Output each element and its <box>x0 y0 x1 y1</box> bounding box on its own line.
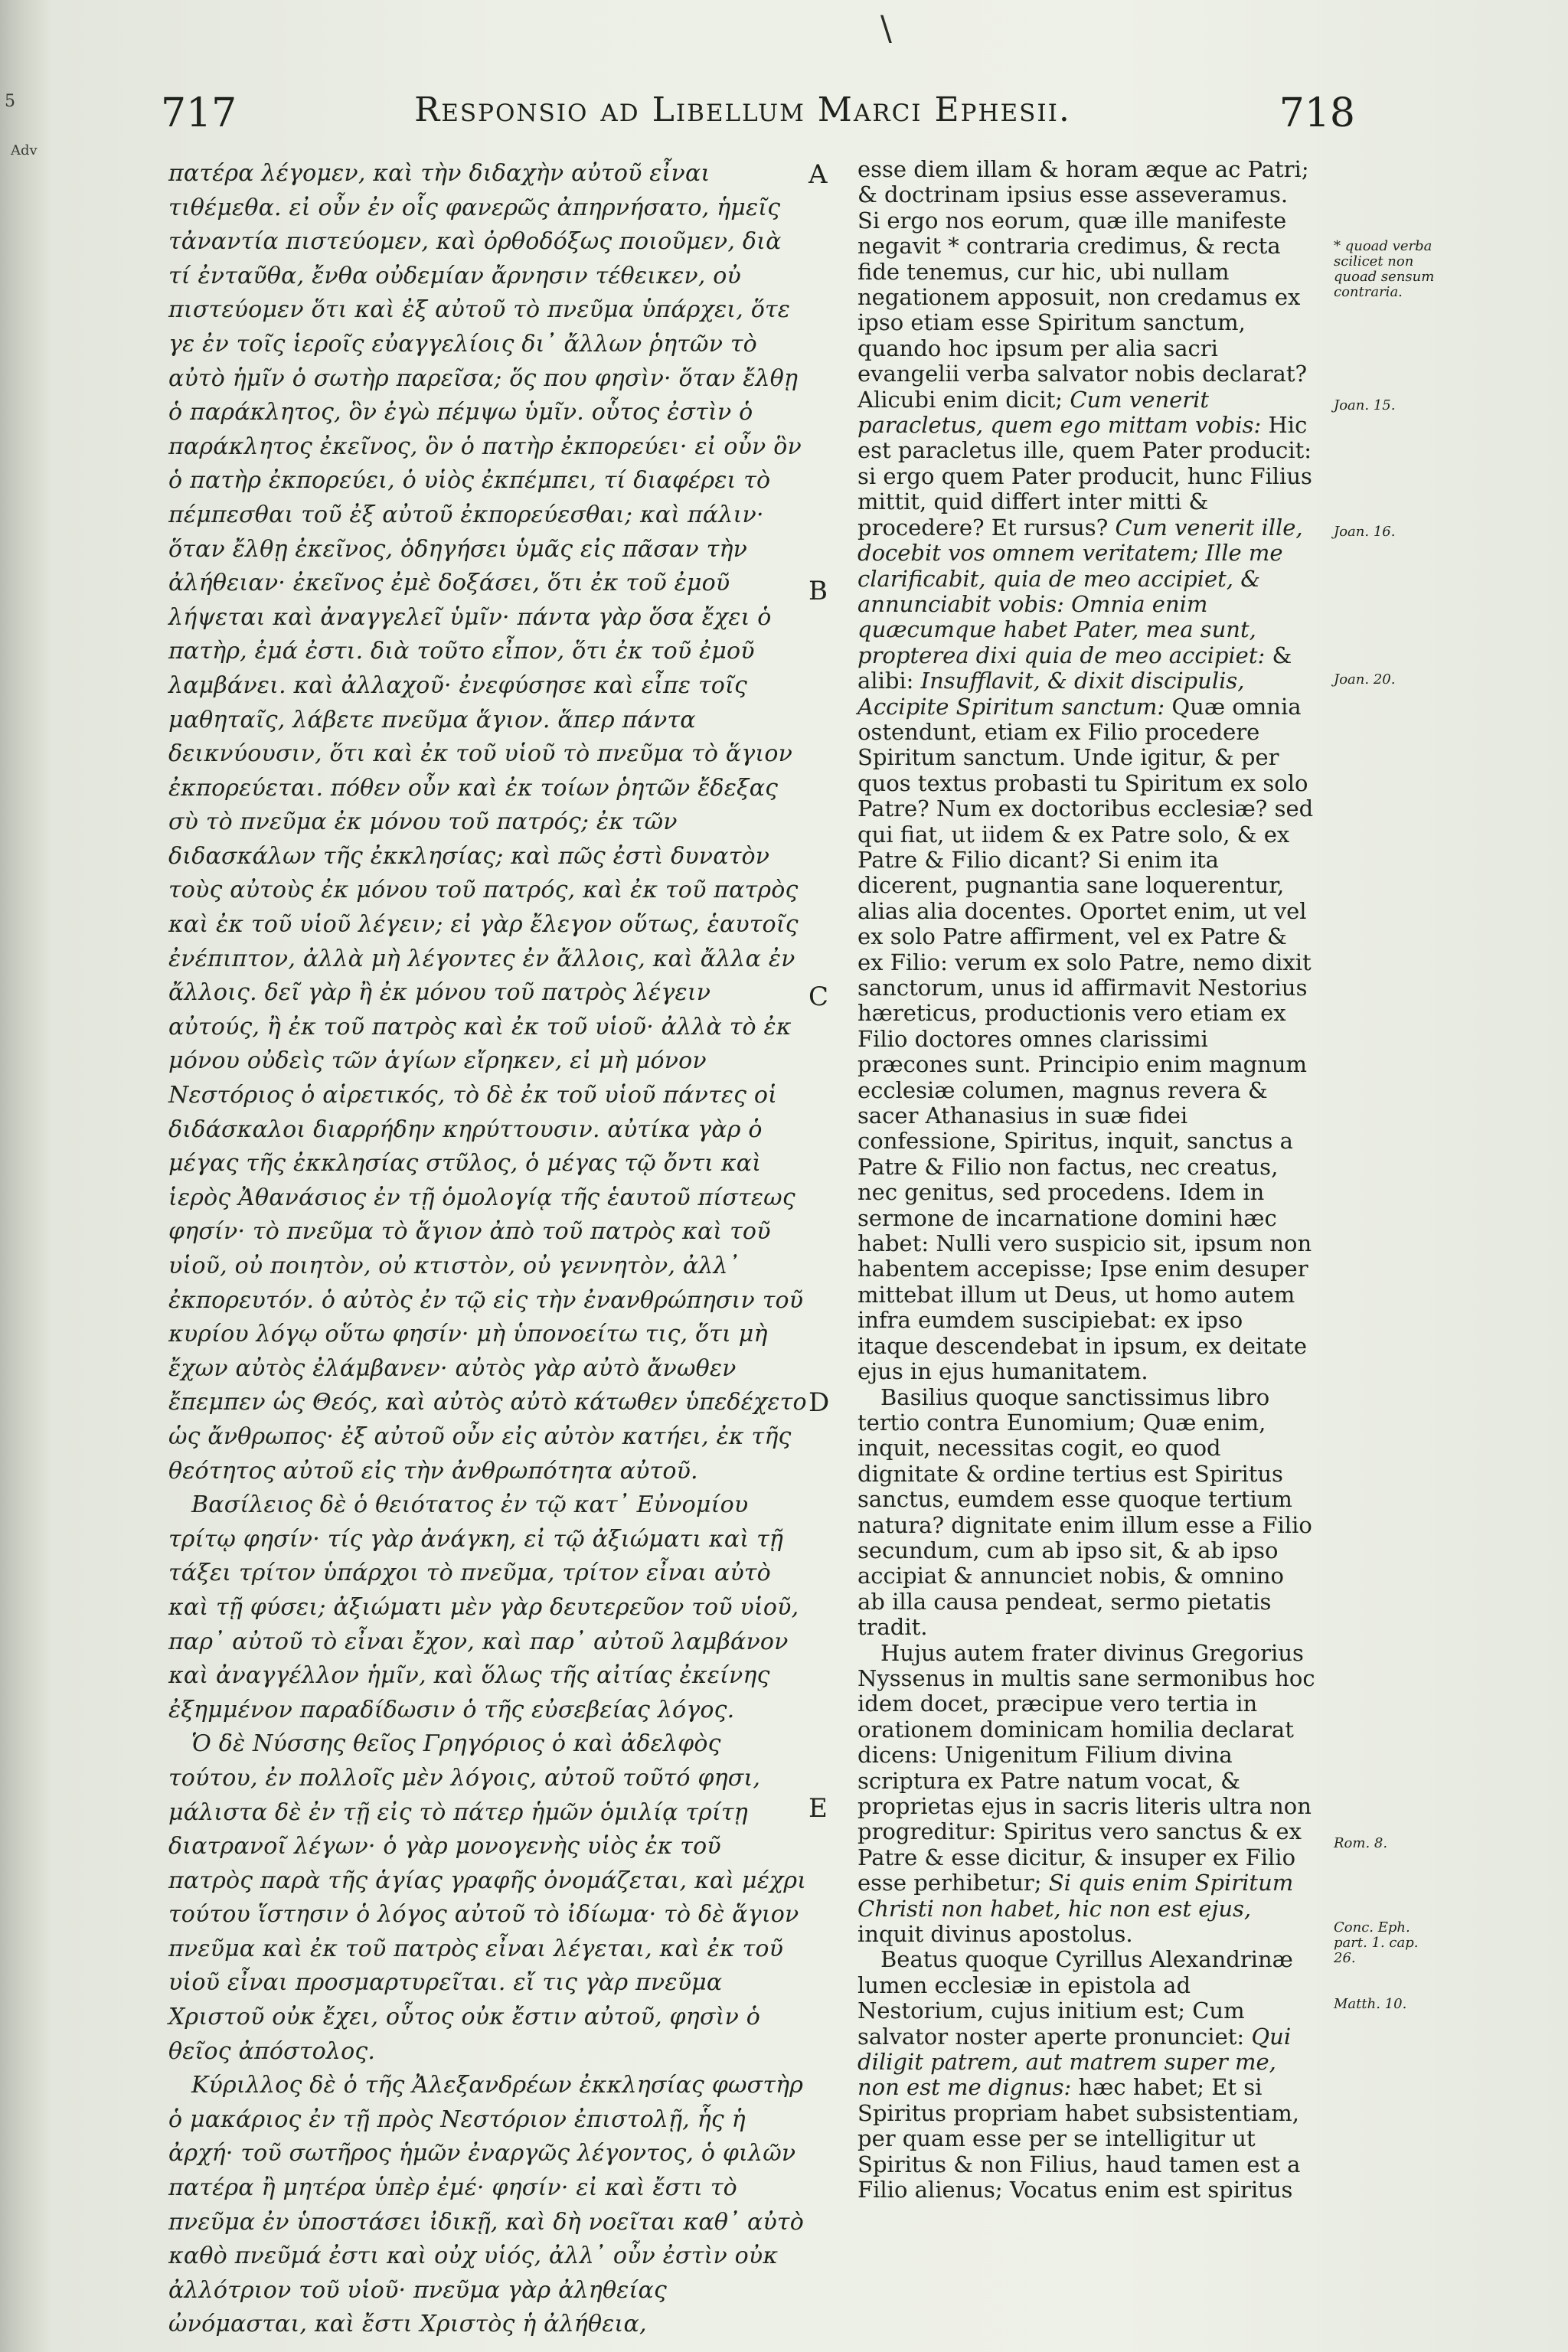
margin-note: * quoad verba scilicet non quoad sensum contraria. <box>1334 238 1435 300</box>
scripture-quote: Cum venerit ille, docebit vos omnem veritatem; Ille me clarificabit, quia de meo accipiet, & annunciabit vobis: Omnia enim quæcumque habet Pater, mea sunt, propterea dixi quia de meo accipiet: <box>858 514 1303 668</box>
page-header <box>161 90 1355 159</box>
adjacent-page-edge <box>0 0 52 2352</box>
latin-paragraph <box>858 157 1317 1385</box>
margin-note: Matth. 10. <box>1334 1996 1407 2012</box>
section-letter-a: A <box>808 159 828 190</box>
greek-paragraph: Κύριλλος δὲ ὁ τῆς Ἀλεξανδρέων ἐκκλησίας φωστὴρ ὁ μακάριος ἐν τῇ πρὸς Νεστόριον ἐπιστολῇ, ἧς ἡ ἀρχή· τοῦ σωτῆρος ἡμῶν ἐναργῶς λέγοντος, ὁ φιλῶν πατέρα ἢ μητέρα ὑπὲρ ἐμέ· φησίν· εἰ καὶ ἔστι τὸ πνεῦμα ἐν ὑποστάσει ἰδικῇ, καὶ δὴ νοεῖται καθ᾽ αὐτὸ καθὸ πνεῦμά ἐστι καὶ οὐχ υἱός, ἀλλ᾽ οὖν ἐστὶν οὐκ ἀλλότριον τοῦ υἱοῦ· πνεῦμα γὰρ ἀληθείας ὠνόμασται, καὶ ἔστι Χριστὸς ἡ ἀλήθεια, <box>168 2072 804 2338</box>
latin-text: Hujus autem frater divinus Gregorius Nyssenus in multis sane sermonibus hoc idem docet, præcipue vero tertia in orationem dominicam homilia declarat dicens: Unigenitum Filium divina scriptura ex Patre natum vocat, & proprietas ejus in sacris literis ultra non progreditur: Spiritus vero sanctus & ex Patre & esse dicitur, & insuper ex Filio esse perhibetur; <box>858 1639 1315 1896</box>
section-letter-c: C <box>808 982 829 1012</box>
scripture-quote: Insufflavit, & dixit discipulis, Accipite Spiritum sanctum: <box>858 668 1245 720</box>
margin-note: Rom. 8. <box>1334 1835 1388 1851</box>
margin-note: Joan. 16. <box>1334 524 1396 540</box>
slash-mark: \ <box>880 9 892 48</box>
scripture-quote: Cum venerit paracletus, quem ego mittam vobis: <box>858 386 1262 439</box>
latin-text: Beatus quoque Cyrillus Alexandrinæ lumen ecclesiæ in epistola ad Nestorium, cujus initium est; Cum salvator noster aperte pronunciet: <box>858 1946 1293 2050</box>
section-letter-e: E <box>808 1793 828 1824</box>
margin-mark: Adv <box>11 142 38 158</box>
greek-paragraph: Βασίλειος δὲ ὁ θειότατος ἐν τῷ κατ᾽ Εὐνομίου τρίτῳ φησίν· τίς γὰρ ἀνάγκη, εἰ τῷ ἀξιώματι καὶ τῇ τάξει τρίτον ὑπάρχοι τὸ πνεῦμα, τρίτον εἶναι αὐτὸ καὶ τῇ φύσει; ἀξιώματι μὲν γὰρ δευτερεῦον τοῦ υἱοῦ, παρ᾽ αὐτοῦ τὸ εἶναι ἔχον, καὶ παρ᾽ αὐτοῦ λαμβάνον καὶ ἀναγγέλλον ἡμῖν, καὶ ὅλως τῆς αἰτίας ἐκείνης ἐξημμένον παραδίδωσιν ὁ τῆς εὐσεβείας λόγος. <box>168 1491 799 1723</box>
margin-mark: 5 <box>5 92 15 111</box>
latin-column <box>858 156 1317 2203</box>
latin-paragraph: Basilius quoque sanctissimus libro tertio contra Eunomium; Quæ enim, inquit, necessitas cogit, eo quod dignitate & ordine tertius est Spiritus sanctus, eumdem esse quoque tertium natura? dignitate enim illum esse a Filio secundum, cum ab ipso sit, & ab ipso accipiat & annunciet nobis, & omnino ab illa causa pendeat, sermo pietatis tradit. <box>858 1383 1312 1641</box>
latin-text: Hic est paracletus ille, quem Pater producit: si ergo quem Pater producit, hunc Filius mittit, quid differt inter mitti & procedere? Et rursus? <box>858 412 1312 541</box>
page-number-left: 717 <box>161 90 237 136</box>
greek-paragraph: πατέρα λέγομεν, καὶ τὴν διδαχὴν αὐτοῦ εἶναι τιθέμεθα. εἰ οὖν ἐν οἷς φανερῶς ἀπηρνήσατο, ἡμεῖς τἀναντία πιστεύομεν, καὶ ὀρθοδόξως ποιοῦμεν, διὰ τί ἐνταῦθα, ἔνθα οὐδεμίαν ἄρνησιν τέθεικεν, οὐ πιστεύομεν ὅτι καὶ ἐξ αὐτοῦ τὸ πνεῦμα ὑπάρχει, ὅτε γε ἐν τοῖς ἱεροῖς εὐαγγελίοις δι᾽ ἄλλων ῥητῶν τὸ αὐτὸ ἡμῖν ὁ σωτὴρ παρεῖσα; ὅς που φησὶν· ὅταν ἔλθῃ ὁ παράκλητος, ὃν ἐγὼ πέμψω ὑμῖν. οὗτος ἐστὶν ὁ παράκλητος ἐκεῖνος, ὃν ὁ πατὴρ ἐκπορεύει· εἰ οὖν ὃν ὁ πατὴρ ἐκπορεύει, ὁ υἱὸς ἐκπέμπει, τί διαφέρει τὸ πέμπεσθαι τοῦ ἐξ αὐτοῦ ἐκπορεύεσθαι; καὶ πάλιν· ὅταν ἔλθῃ ἐκεῖνος, ὁδηγήσει ὑμᾶς εἰς πᾶσαν τὴν ἀλήθειαν· ἐκεῖνος ἐμὲ δοξάσει, ὅτι ἐκ τοῦ ἐμοῦ λήψεται καὶ ἀναγγελεῖ ὑμῖν· πάντα γὰρ ὅσα ἔχει ὁ πατὴρ, ἐμά ἐστι. διὰ τοῦτο εἶπον, ὅτι ἐκ τοῦ ἐμοῦ λαμβάνει. καὶ ἀλλαχοῦ· ἐνεφύσησε καὶ εἶπε τοῖς μαθηταῖς, λάβετε πνεῦμα ἅγιον. ἅπερ πάντα δεικνύουσιν, ὅτι καὶ ἐκ τοῦ υἱοῦ τὸ πνεῦμα τὸ ἅγιον ἐκπορεύεται. πόθεν οὖν καὶ ἐκ τοίων ῥητῶν ἔδεξας σὺ τὸ πνεῦμα ἐκ μόνου τοῦ πατρός; ἐκ τῶν διδασκάλων τῆς ἐκκλησίας; καὶ πῶς ἐστὶ δυνατὸν τοὺς αὐτοὺς ἐκ μόνου τοῦ πατρός, καὶ ἐκ τοῦ πατρὸς καὶ ἐκ τοῦ υἱοῦ λέγειν; εἰ γὰρ ἔλεγον οὕτως, ἑαυτοῖς ἐνέπιπτον, ἀλλὰ μὴ λέγοντες ἐν ἄλλοις, καὶ ἄλλα ἐν ἄλλοις. δεῖ γὰρ ἢ ἐκ μόνου τοῦ πατρὸς λέγειν αὐτούς, ἢ ἐκ τοῦ πατρὸς καὶ ἐκ τοῦ υἱοῦ· ἀλλὰ τὸ ἐκ μόνου οὐδεὶς τῶν ἁγίων εἴρηκεν, εἰ μὴ μόνον Νεστόριος ὁ αἱρετικός, τὸ δὲ ἐκ τοῦ υἱοῦ πάντες οἱ διδάσκαλοι διαρρήδην κηρύττουσιν. αὐτίκα γὰρ ὁ μέγας τῆς ἐκκλησίας στῦλος, ὁ μέγας τῷ ὄντι καὶ ἱερὸς Ἀθανάσιος ἐν τῇ ὁμολογίᾳ τῆς ἑαυτοῦ πίστεως φησίν· τὸ πνεῦμα τὸ ἅγιον ἀπὸ τοῦ πατρὸς καὶ τοῦ υἱοῦ, οὐ ποιητὸν, οὐ κτιστὸν, οὐ γεννητὸν, ἀλλ᾽ ἐκπορευτόν. ὁ αὐτὸς ἐν τῷ εἰς τὴν ἐνανθρώπησιν τοῦ κυρίου λόγῳ οὕτω φησίν· μὴ ὑπονοείτω τις, ὅτι μὴ ἔχων αὐτὸς ἐλάμβανεν· αὐτὸς γὰρ αὐτὸ ἄνωθεν ἔπεμπεν ὡς Θεός, καὶ αὐτὸς αὐτὸ κάτωθεν ὑπεδέχετο ὡς ἄνθρωπος· ἐξ αὐτοῦ οὖν εἰς αὐτὸν κατήει, ἐκ τῆς θεότητος αὐτοῦ εἰς τὴν ἀνθρωπότητα αὐτοῦ. <box>168 160 807 1485</box>
latin-text: inquit divinus apostolus. <box>858 1921 1133 1948</box>
margin-note: Joan. 20. <box>1334 671 1396 688</box>
section-letter-b: B <box>808 576 828 606</box>
latin-paragraph <box>858 1641 1317 1948</box>
latin-text: hæc habet; Et si Spiritus propriam habet subsistentiam, per quam esse per se intelligitur ut Spiritus & non Filius, haud tamen est a Filio alienus; Vocatus enim est spiritus <box>858 2074 1301 2203</box>
scripture-quote: Si quis enim Spiritum Christi non habet, hic non est ejus, <box>858 1870 1294 1922</box>
section-letter-d: D <box>808 1387 830 1418</box>
latin-paragraph <box>858 1947 1317 2203</box>
latin-text: esse diem illam & horam æque ac Patri; & doctrinam ipsius esse asseveramus. Si ergo nos eorum, quæ ille manifeste negavit * contraria credimus, & recta fide tenemus, cur hic, ubi nullam negationem apposuit, non credamus ex ipso etiam esse Spiritum sanctum, quando hoc ipsum per alia sacri evangelii verba salvator nobis declarat? Alicubi enim dicit; <box>858 156 1309 413</box>
latin-text: & alibi: <box>858 642 1292 694</box>
page-number-right: 718 <box>1279 90 1355 136</box>
margin-note: Conc. Eph. part. 1. cap. 26. <box>1334 1919 1419 1966</box>
running-title: Responsio ad Libellum Marci Ephesii. <box>414 90 1071 129</box>
scripture-quote: Qui diligit patrem, aut matrem super me, non est me dignus: <box>858 2023 1292 2101</box>
greek-column <box>168 157 808 2338</box>
greek-paragraph: Ὁ δὲ Νύσσης θεῖος Γρηγόριος ὁ καὶ ἀδελφὸς τούτου, ἐν πολλοῖς μὲν λόγοις, αὐτοῦ τοῦτό φησι, μάλιστα δὲ ἐν τῇ εἰς τὸ πάτερ ἡμῶν ὁμιλίᾳ τρίτῃ διατρανοῖ λέγων· ὁ γὰρ μονογενὴς υἱὸς ἐκ τοῦ πατρὸς παρὰ τῆς ἁγίας γραφῆς ὀνομάζεται, καὶ μέχρι τούτου ἵστησιν ὁ λόγος αὐτοῦ τὸ ἰδίωμα· τὸ δὲ ἅγιον πνεῦμα καὶ ἐκ τοῦ πατρὸς εἶναι λέγεται, καὶ ἐκ τοῦ υἱοῦ εἶναι προσμαρτυρεῖται. εἴ τις γὰρ πνεῦμα Χριστοῦ οὐκ ἔχει, οὗτος οὐκ ἔστιν αὐτοῦ, φησὶν ὁ θεῖος ἀπόστολος. <box>168 1730 807 2065</box>
margin-note: Joan. 15. <box>1334 397 1396 413</box>
latin-text: Quæ omnia ostendunt, etiam ex Filio procedere Spiritum sanctum. Unde igitur, & per quos textus probasti tu Spiritum ex solo Patre? Num ex doctoribus ecclesiæ? sed qui fiat, ut iidem & ex Patre solo, & ex Patre & Filio dicant? Si enim ita dicerent, pugnantia sane loquerentur, alias alia docentes. Oportet enim, ut vel ex solo Patre affirment, vel ex Patre & ex Filio: verum ex solo Patre, nemo dixit sanctorum, unus id affirmavit Nestorius hæreticus, productionis vero etiam ex Filio doctores omnes clarissimi præcones sunt. Principio enim magnum ecclesiæ columen, magnus revera & sacer Athanasius in suæ fidei confessione, Spiritus, inquit, sanctus a Patre & Filio non factus, nec creatus, nec genitus, sed procedens. Idem in sermone de incarnatione domini hæc habet: Nulli vero suspicio sit, ipsum non habentem accepisse; Ipse enim desuper mittebat illum ut Deus, ut homo autem infra eumdem suscipiebat: ex ipso itaque descendebat in ipsum, ex deitate ejus in ejus humanitatem. <box>858 693 1314 1385</box>
